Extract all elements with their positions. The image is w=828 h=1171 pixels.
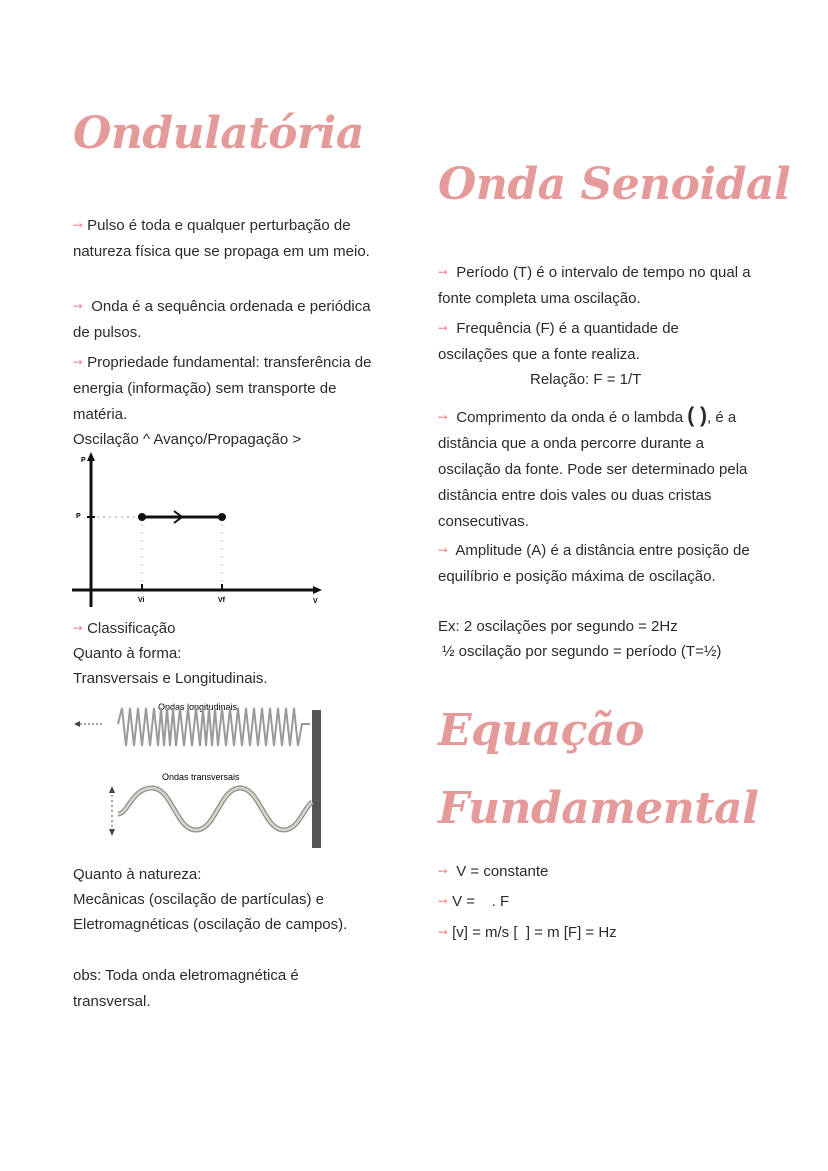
- waves-illustration: [72, 698, 324, 852]
- graph-p-axis: P: [81, 457, 86, 464]
- arrow-icon: ➙: [73, 621, 84, 635]
- arrow-icon: ➙: [73, 299, 84, 313]
- arrow-icon: ➙: [438, 894, 449, 908]
- arrow-icon: ➙: [438, 925, 449, 939]
- longitudinal-waves-label: Ondas longitudinais: [158, 702, 238, 712]
- bullet-onda: ➙ Onda é a sequência ordenada e periódica de pulsos.: [73, 298, 371, 341]
- bullet-periodo: ➙ Período (T) é o intervalo de tempo no qual a fonte completa uma oscilação.: [438, 264, 751, 307]
- equation-constant: ➙ V = constante: [438, 863, 549, 880]
- bullet-propriedade: ➙ Propriedade fundamental: transferência de energia (informação) sem transporte de matéria.: [73, 354, 372, 423]
- oscillation-line: Oscilação ^ Avanço/Propagação >: [73, 431, 302, 448]
- obs-line-1: obs: Toda onda eletromagnética é: [73, 967, 299, 984]
- title-equacao: Equação: [438, 705, 644, 756]
- relation-line: Relação: F = 1/T: [530, 371, 642, 388]
- graph-vf: Vf: [218, 597, 225, 604]
- title-ondulatoria: Ondulatória: [73, 108, 364, 159]
- equation-velocity: ➙ V = . F: [438, 893, 510, 910]
- nature-label: Quanto à natureza:: [73, 866, 202, 883]
- arrow-icon: ➙: [438, 864, 449, 878]
- bullet-amplitude: ➙ Amplitude (A) é a distância entre posição de equilíbrio e posição máxima de oscilação.: [438, 542, 750, 585]
- classification-heading: ➙ Classificação: [73, 620, 176, 637]
- title-onda-senoidal: Onda Senoidal: [438, 159, 791, 210]
- graph-vi: Vi: [138, 597, 145, 604]
- graph-v-axis: V: [313, 598, 318, 605]
- arrow-icon: ➙: [438, 265, 449, 279]
- form-types: Transversais e Longitudinais.: [73, 670, 268, 687]
- transverse-waves-label: Ondas transversais: [162, 772, 240, 782]
- title-fundamental: Fundamental: [438, 783, 759, 834]
- form-label: Quanto à forma:: [73, 645, 182, 662]
- arrow-icon: ➙: [438, 543, 449, 557]
- nature-line-1: Mecânicas (oscilação de partículas) e: [73, 891, 324, 908]
- arrow-icon: ➙: [438, 321, 449, 335]
- equation-units: ➙ [v] = m/s [ ] = m [F] = Hz: [438, 924, 617, 941]
- lambda-parentheses: ( ): [687, 404, 708, 427]
- graph-p-mark: P: [76, 513, 81, 520]
- bullet-pulso: ➙ Pulso é toda e qualquer perturbação de natureza física que se propaga em um meio.: [73, 217, 370, 260]
- half-line: ½ oscilação por segundo = período (T=½): [442, 643, 722, 660]
- pulse-graph: [70, 452, 325, 610]
- arrow-icon: ➙: [73, 355, 84, 369]
- example-line: Ex: 2 oscilações por segundo = 2Hz: [438, 618, 678, 635]
- nature-line-2: Eletromagnéticas (oscilação de campos).: [73, 916, 348, 933]
- bullet-frequencia: ➙ Frequência (F) é a quantidade de oscilações que a fonte realiza.: [438, 320, 679, 363]
- bullet-comprimento: ➙ Comprimento da onda é o lambda ( ), é a distância que a onda percorre durante a oscilação da fonte. Pode ser determinado pela distância entre dois vales ou duas cristas consecutivas.: [438, 404, 748, 530]
- arrow-icon: ➙: [73, 218, 84, 232]
- obs-line-2: transversal.: [73, 993, 151, 1010]
- arrow-icon: ➙: [438, 410, 449, 424]
